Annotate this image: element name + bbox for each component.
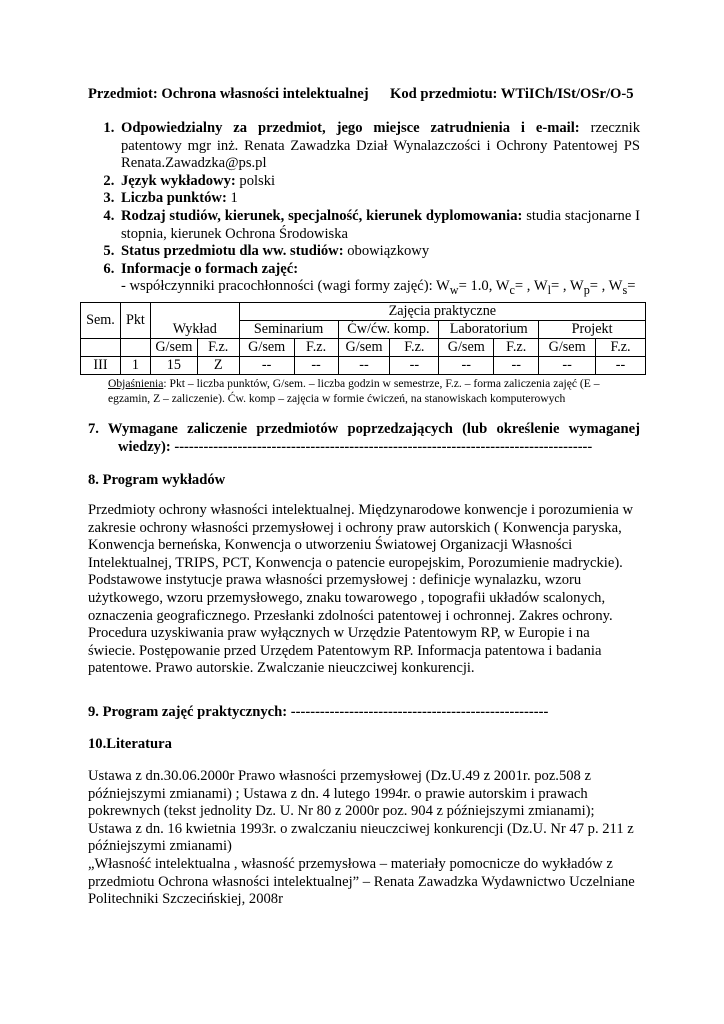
info-item-language <box>118 173 640 191</box>
table-cell <box>120 339 150 357</box>
subject-title: Przedmiot: Ochrona własności intelektualnej <box>88 86 369 102</box>
table-subheader-row <box>81 339 646 357</box>
info-item-points <box>118 190 640 208</box>
course-plan-table <box>80 302 646 375</box>
info-item-label: Odpowiedzialny za przedmiot, jego miejsce zatrudnienia i e-mail: <box>121 120 580 136</box>
info-item-value: studia stacjonarne I stopnia, kierunek Ochrona Środowiska <box>121 207 640 242</box>
info-item-value: polski <box>239 172 276 189</box>
info-item-value: 1 <box>230 190 238 207</box>
info-item-label: Liczba punktów: <box>121 190 227 207</box>
info-item-label: Informacje o formach zajęć: <box>121 260 299 277</box>
info-item-status <box>118 243 640 261</box>
table-cell: III <box>81 357 121 375</box>
weight-subscript: l <box>547 283 551 298</box>
info-item-label: Rodzaj studiów, kierunek, specjalność, kierunek dyplomowania: <box>121 207 523 224</box>
header-gsem: G/sem <box>439 339 494 357</box>
weight-subscript: c <box>509 283 515 298</box>
info-item-study-type <box>118 208 640 243</box>
weight-value: = , W <box>551 278 584 295</box>
section-prerequisites <box>88 421 640 456</box>
header-wyklad: Wykład <box>150 303 239 339</box>
section-title: 7. Wymagane zaliczenie przedmiotów poprzedzających (lub określenie wymaganej wiedzy): -------------------------------------------------------------------------------------- <box>88 421 640 455</box>
header-group: Laboratorium <box>439 321 539 339</box>
header-pkt: Pkt <box>120 303 150 339</box>
header-gsem: G/sem <box>239 339 294 357</box>
header-gsem: G/sem <box>150 339 197 357</box>
table-cell: -- <box>494 357 539 375</box>
lecture-program-text: Przedmioty ochrony własności intelektualnej. Międzynarodowe konwencje i porozumienia w zakresie ochrony własności przemysłowej i ochrony praw autorskich ( Konwencja paryska, Konwencja berneńska, Konwencja o utworzeniu Światowej Organizacji Własności Intelektualnej, TRIPS, PCT, Konwencja o patencie europejskim, Porozumienie madryckie). Podstawowe instytucje prawa własności przemysłowej : definicje wynalazku, wzoru użytkowego, wzoru przemysłowego, znaku towarowego , topografii układów scalonych, oznaczenia geograficznego. Przesłanki zdolności patentowej i ochronnej. Zakres ochrony. Procedura uzyskiwania praw wyłącznych w Urzędzie Patentowym RP, w Europie i na świecie. Postępowanie przed Urzędem Patentowym RP. Informacja patentowa i badania patentowe. Prawo autorskie. Zwalczanie nieuczciwej konkurencji. <box>88 502 634 677</box>
header-sem: Sem. <box>81 303 121 339</box>
table-cell: -- <box>439 357 494 375</box>
weight-value: = , W <box>514 278 548 295</box>
weights-line <box>121 278 636 298</box>
table-cell: -- <box>390 357 439 375</box>
table-cell: 15 <box>150 357 197 375</box>
table-legend <box>108 376 630 406</box>
header-fz: F.z. <box>197 339 239 357</box>
table-cell: 1 <box>120 357 150 375</box>
header-gsem: G/sem <box>539 339 596 357</box>
info-item-label: Język wykładowy: <box>121 172 236 189</box>
header-practical: Zajęcia praktyczne <box>239 303 645 321</box>
table-cell: -- <box>539 357 596 375</box>
header-fz: F.z. <box>390 339 439 357</box>
table-cell: -- <box>239 357 294 375</box>
header-group: Seminarium <box>239 321 338 339</box>
header-fz: F.z. <box>596 339 646 357</box>
table-cell: Z <box>197 357 239 375</box>
literature-list <box>88 768 640 909</box>
header-fz: F.z. <box>494 339 539 357</box>
header-fz: F.z. <box>294 339 338 357</box>
weight-subscript: s <box>622 283 628 298</box>
header-gsem: G/sem <box>338 339 390 357</box>
document-header <box>88 86 640 104</box>
subject-code: Kod przedmiotu: WTiICh/ISt/OSr/O-5 <box>390 86 634 102</box>
table-cell: -- <box>338 357 390 375</box>
legend-text: : Pkt – liczba punktów, G/sem. – liczba godzin w semestrze, F.z. – forma zaliczenia zajęć (E – egzamin, Z – zaliczenie). Ćw. komp – zajęcia w formie ćwiczeń, na stanowiskach komputerowych <box>108 377 600 405</box>
table-row <box>81 357 646 375</box>
table-header-row <box>81 303 646 321</box>
table-cell <box>81 339 121 357</box>
section-title: 8. Program wykładów <box>88 472 226 488</box>
table-cell: -- <box>294 357 338 375</box>
info-item-responsible <box>118 120 640 173</box>
literature-item: Ustawa z dn.30.06.2000r Prawo własności przemysłowej (Dz.U.49 z 2001r. poz.508 z późniejszymi zmianami) ; Ustawa z dn. 4 lutego 1994r. o prawie autorskim i prawach pokrewnych (tekst jednolity Dz. U. Nr 80 z 2000r poz. 904 z późniejszymi zmianami); Ustawa z dn. 16 kwietnia 1993r. o zwalczaniu nieuczciwej konkurencji (Dz.U. Nr 47 p. 211 z późniejszymi zmianami) <box>88 768 634 855</box>
info-list <box>88 120 640 300</box>
legend-label: Objaśnienia <box>108 377 164 390</box>
info-item-forms <box>118 261 640 300</box>
info-item-label: Status przedmiotu dla ww. studiów: <box>121 243 344 260</box>
weight-subscript: w <box>449 283 459 298</box>
weight-value: = 1.0, W <box>458 278 510 295</box>
weight-value: = <box>627 278 636 295</box>
section-title: 9. Program zajęć praktycznych: ----------------------------------------------------- <box>88 704 549 720</box>
info-item-value: obowiązkowy <box>347 243 430 260</box>
weight-value: = , W <box>589 278 623 295</box>
table-cell: -- <box>596 357 646 375</box>
header-group: Projekt <box>539 321 646 339</box>
weights-prefix: - współczynniki pracochłonności (wagi formy zajęć): W <box>121 278 450 295</box>
section-title: 10.Literatura <box>88 736 172 752</box>
header-group: Ćw/ćw. komp. <box>338 321 439 339</box>
literature-item: „Własność intelektualna , własność przemysłowa – materiały pomocnicze do wykładów z przedmiotu Ochrona własności intelektualnej” – Renata Zawadzka Wydawnictwo Uczelniane Politechniki Szczecińskiej, 2008r <box>88 855 635 908</box>
weight-subscript: p <box>583 283 590 298</box>
info-item-value: rzecznik patentowy mgr inż. Renata Zawadzka Dział Wynalazczości i Ochrony Patentowej PS Renata.Zawadzka@ps.pl <box>121 120 640 172</box>
